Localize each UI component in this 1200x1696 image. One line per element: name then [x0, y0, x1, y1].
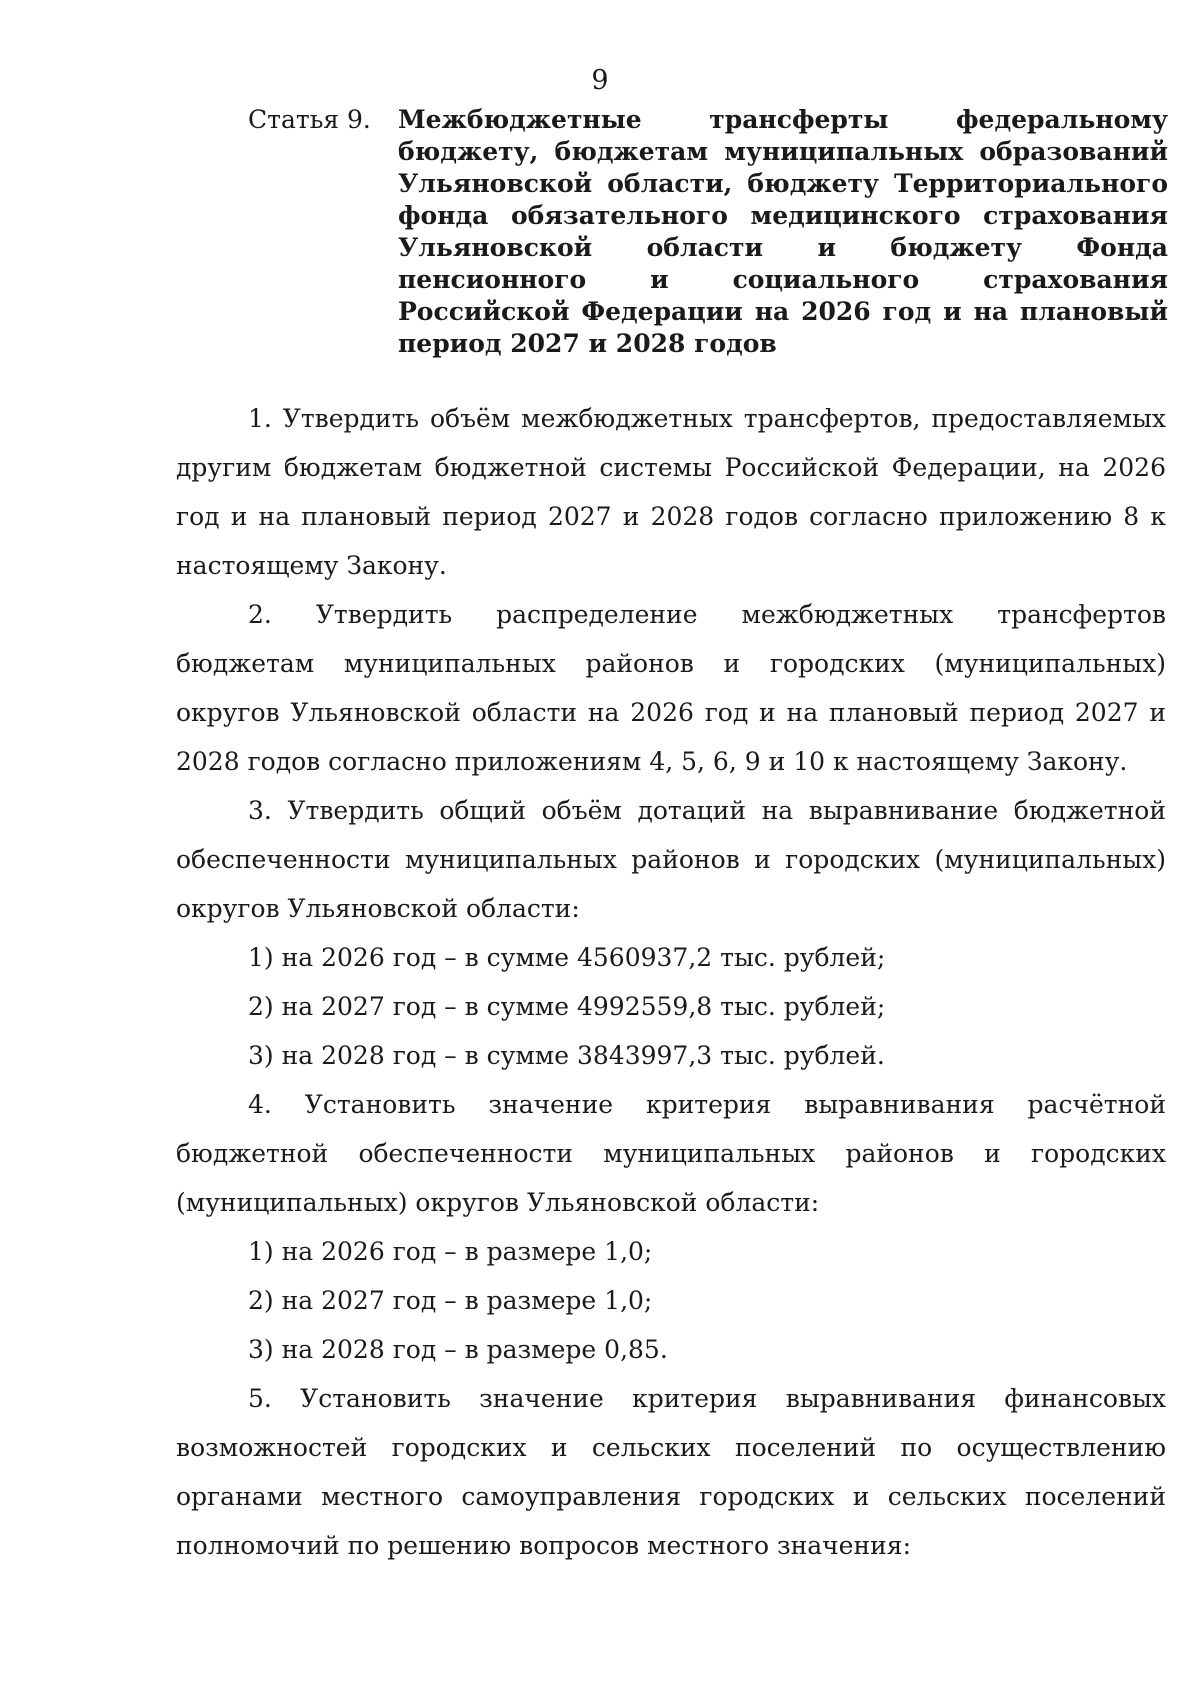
paragraph-3-item: 1) на 2026 год – в сумме 4560937,2 тыс. рублей;	[248, 943, 886, 972]
paragraph-3-item: 3) на 2028 год – в сумме 3843997,3 тыс. рублей.	[248, 1041, 885, 1070]
paragraph-3: 3. Утвердить общий объём дотаций на выравнивание бюджетной обеспеченности муниципальных районов и городских (муниципальных) округов Ульяновской области:	[176, 796, 1166, 923]
page-number: 9	[591, 65, 609, 96]
paragraph-5: 5. Установить значение критерия выравнивания финансовых возможностей городских и сельских поселений по осуществлению органами местного самоуправления городских и сельских поселений полномочий по решению вопросов местного значения:	[176, 1384, 1166, 1560]
article-title: Межбюджетные трансферты федеральному бюджету, бюджетам муниципальных образований Ульяновской области, бюджету Территориального фонда обязательного медицинского страхования Ульяновской области и бюджету Фонда пенсионного и социального страхования Российской Федерации на 2026 год и на плановый период 2027 и 2028 годов	[398, 105, 1168, 358]
paragraph-1: 1. Утвердить объём межбюджетных трансфертов, предоставляемых другим бюджетам бюджетной системы Российской Федерации, на 2026 год и на плановый период 2027 и 2028 годов согласно приложению 8 к настоящему Закону.	[176, 404, 1166, 580]
paragraph-4-item: 1) на 2026 год – в размере 1,0;	[248, 1237, 653, 1266]
paragraph-3-item: 2) на 2027 год – в сумме 4992559,8 тыс. рублей;	[248, 992, 886, 1021]
paragraph-4-item: 2) на 2027 год – в размере 1,0;	[248, 1286, 653, 1315]
article-body	[176, 394, 1166, 1570]
paragraph-4-item: 3) на 2028 год – в размере 0,85.	[248, 1335, 668, 1364]
article-label: Статья 9.	[248, 105, 371, 134]
paragraph-4: 4. Установить значение критерия выравнивания расчётной бюджетной обеспеченности муниципальных районов и городских (муниципальных) округов Ульяновской области:	[176, 1090, 1166, 1217]
paragraph-2: 2. Утвердить распределение межбюджетных трансфертов бюджетам муниципальных районов и городских (муниципальных) округов Ульяновской области на 2026 год и на плановый период 2027 и 2028 годов согласно приложениям 4, 5, 6, 9 и 10 к настоящему Закону.	[176, 600, 1166, 776]
article-heading	[248, 104, 1168, 360]
